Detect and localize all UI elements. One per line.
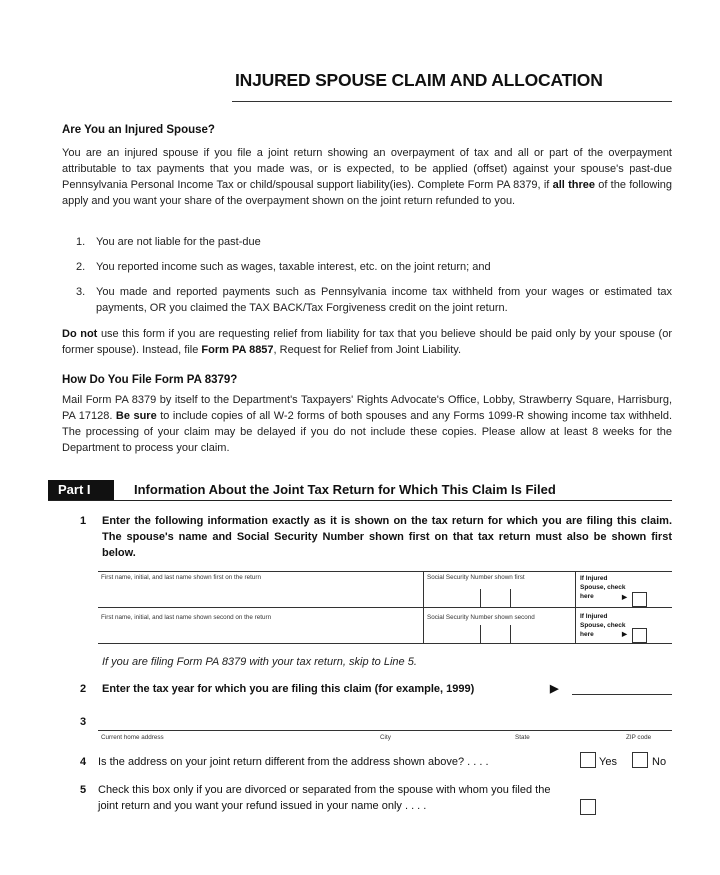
table-divider xyxy=(423,571,424,643)
line-5-text: Check this box only if you are divorced or separated from the spouse with whom you filed the joint return and you want your refund issued in your name only . . . . xyxy=(98,784,551,812)
form-8857-ref: Form PA 8857 xyxy=(201,344,274,356)
injured-spouse-label-2: If Injured Spouse, check here xyxy=(580,613,626,638)
yes-label: Yes xyxy=(599,756,617,768)
table-top-rule xyxy=(98,571,672,572)
table-divider xyxy=(575,571,576,643)
line-1-instructions: Enter the following information exactly as it is shown on the tax return for which you are filing this claim. The spouse's name and Social Security Number shown first on that tax return must also be shown first below. xyxy=(102,515,672,559)
section-heading-how-to-file: How Do You File Form PA 8379? xyxy=(62,374,238,386)
form-title: INJURED SPOUSE CLAIM AND ALLOCATION xyxy=(235,70,603,90)
address-label: Current home address xyxy=(101,734,164,741)
filing-text-b: to include copies of all W-2 forms of both spouses and any Forms 1099-R showing income tax withheld. The processing of your claim may be delayed if you do not include these copies. Please allow at least 8 weeks for the Department to process your claim. xyxy=(62,410,673,454)
filing-text-a: Mail Form PA 8379 by itself to the Department's Taxpayers' Rights Advocate's Office, Lobby, Strawberry Square, Harrisburg, PA 17128. xyxy=(62,394,672,422)
line-2-text: Enter the tax year for which you are filing this claim (for example, 1999) xyxy=(102,683,475,695)
intro-emphasis: all three xyxy=(552,179,595,191)
section-heading-injured-spouse: Are You an Injured Spouse? xyxy=(62,124,215,136)
address-field[interactable] xyxy=(98,730,672,731)
skip-note: If you are filing Form PA 8379 with your tax return, skip to Line 5. xyxy=(102,656,417,668)
filing-emphasis: Be sure xyxy=(115,410,157,422)
line-5-number: 5 xyxy=(80,784,87,796)
line-4-text: Is the address on your joint return different from the address shown above? . . . . xyxy=(98,756,489,768)
arrow-icon: ▶ xyxy=(550,683,559,695)
do-not-paragraph xyxy=(62,326,672,358)
part-tag: Part I xyxy=(48,480,114,500)
list-item-text: You reported income such as wages, taxable interest, etc. on the joint return; and xyxy=(96,261,491,273)
line-4-number: 4 xyxy=(80,756,87,768)
tax-year-field[interactable] xyxy=(572,694,672,695)
list-item-number: 2. xyxy=(76,261,86,273)
list-item-text: You made and reported payments such as Pennsylvania income tax withheld from your wages or estimated tax payments, OR you claimed the TAX BACK/Tax Forgiveness credit on the joint return. xyxy=(96,286,672,314)
line-3-number: 3 xyxy=(80,716,87,728)
ssn-segment-divider xyxy=(480,625,481,643)
state-label: State xyxy=(515,734,530,741)
list-item-number: 1. xyxy=(76,236,86,248)
address-different-yes-checkbox[interactable] xyxy=(580,752,596,768)
arrow-icon: ▶ xyxy=(622,594,627,601)
line-2-number: 2 xyxy=(80,683,87,695)
name-second-label: First name, initial, and last name shown second on the return xyxy=(101,614,272,621)
ssn-segment-divider xyxy=(510,625,511,643)
table-bottom-rule xyxy=(98,643,672,644)
list-item xyxy=(76,234,672,250)
ssn-first-label: Social Security Number shown first xyxy=(427,574,525,581)
do-not-emphasis: Do not xyxy=(62,328,98,340)
injured-spouse-label-1: If Injured Spouse, check here xyxy=(580,575,626,600)
line-1-number: 1 xyxy=(80,515,87,527)
intro-text-b: of the following apply and you want your share of the overpayment shown on the joint return refunded to you. xyxy=(62,179,673,207)
injured-spouse-checkbox-first[interactable] xyxy=(632,592,647,607)
table-mid-rule xyxy=(98,607,672,608)
list-item xyxy=(76,284,672,316)
arrow-icon: ▶ xyxy=(622,631,627,638)
intro-text-a: You are an injured spouse if you file a joint return showing an overpayment of tax and all or part of the overpayment attributable to tax payments that you made was, or is expected, to be applied (offset) against your spouse's past-due Pennsylvania Personal Income Tax or child/spousal support liability(ies). Complete Form PA 8379, if xyxy=(62,147,672,191)
title-divider xyxy=(232,101,672,102)
part-header xyxy=(48,480,672,501)
ssn-segment-divider xyxy=(480,589,481,607)
intro-paragraph xyxy=(62,145,672,209)
city-label: City xyxy=(380,734,391,741)
list-item xyxy=(76,259,672,275)
ssn-segment-divider xyxy=(510,589,511,607)
list-item-number: 3. xyxy=(76,286,86,298)
address-different-no-checkbox[interactable] xyxy=(632,752,648,768)
name-first-label: First name, initial, and last name shown first on the return xyxy=(101,574,261,581)
do-not-text-b: , Request for Relief from Joint Liability. xyxy=(273,344,462,356)
list-item-text: You are not liable for the past-due xyxy=(96,236,261,248)
filing-instructions xyxy=(62,392,672,456)
do-not-text-a: use this form if you are requesting relief from liability for tax that you believe should be paid only by your spouse (or former spouse). Instead, file xyxy=(62,328,672,356)
divorced-separated-checkbox[interactable] xyxy=(580,799,596,815)
no-label: No xyxy=(652,756,667,768)
part-title: Information About the Joint Tax Return for Which This Claim Is Filed xyxy=(134,482,556,497)
injured-spouse-checkbox-second[interactable] xyxy=(632,628,647,643)
zip-label: ZIP code xyxy=(626,734,652,741)
ssn-second-label: Social Security Number shown second xyxy=(427,614,535,621)
